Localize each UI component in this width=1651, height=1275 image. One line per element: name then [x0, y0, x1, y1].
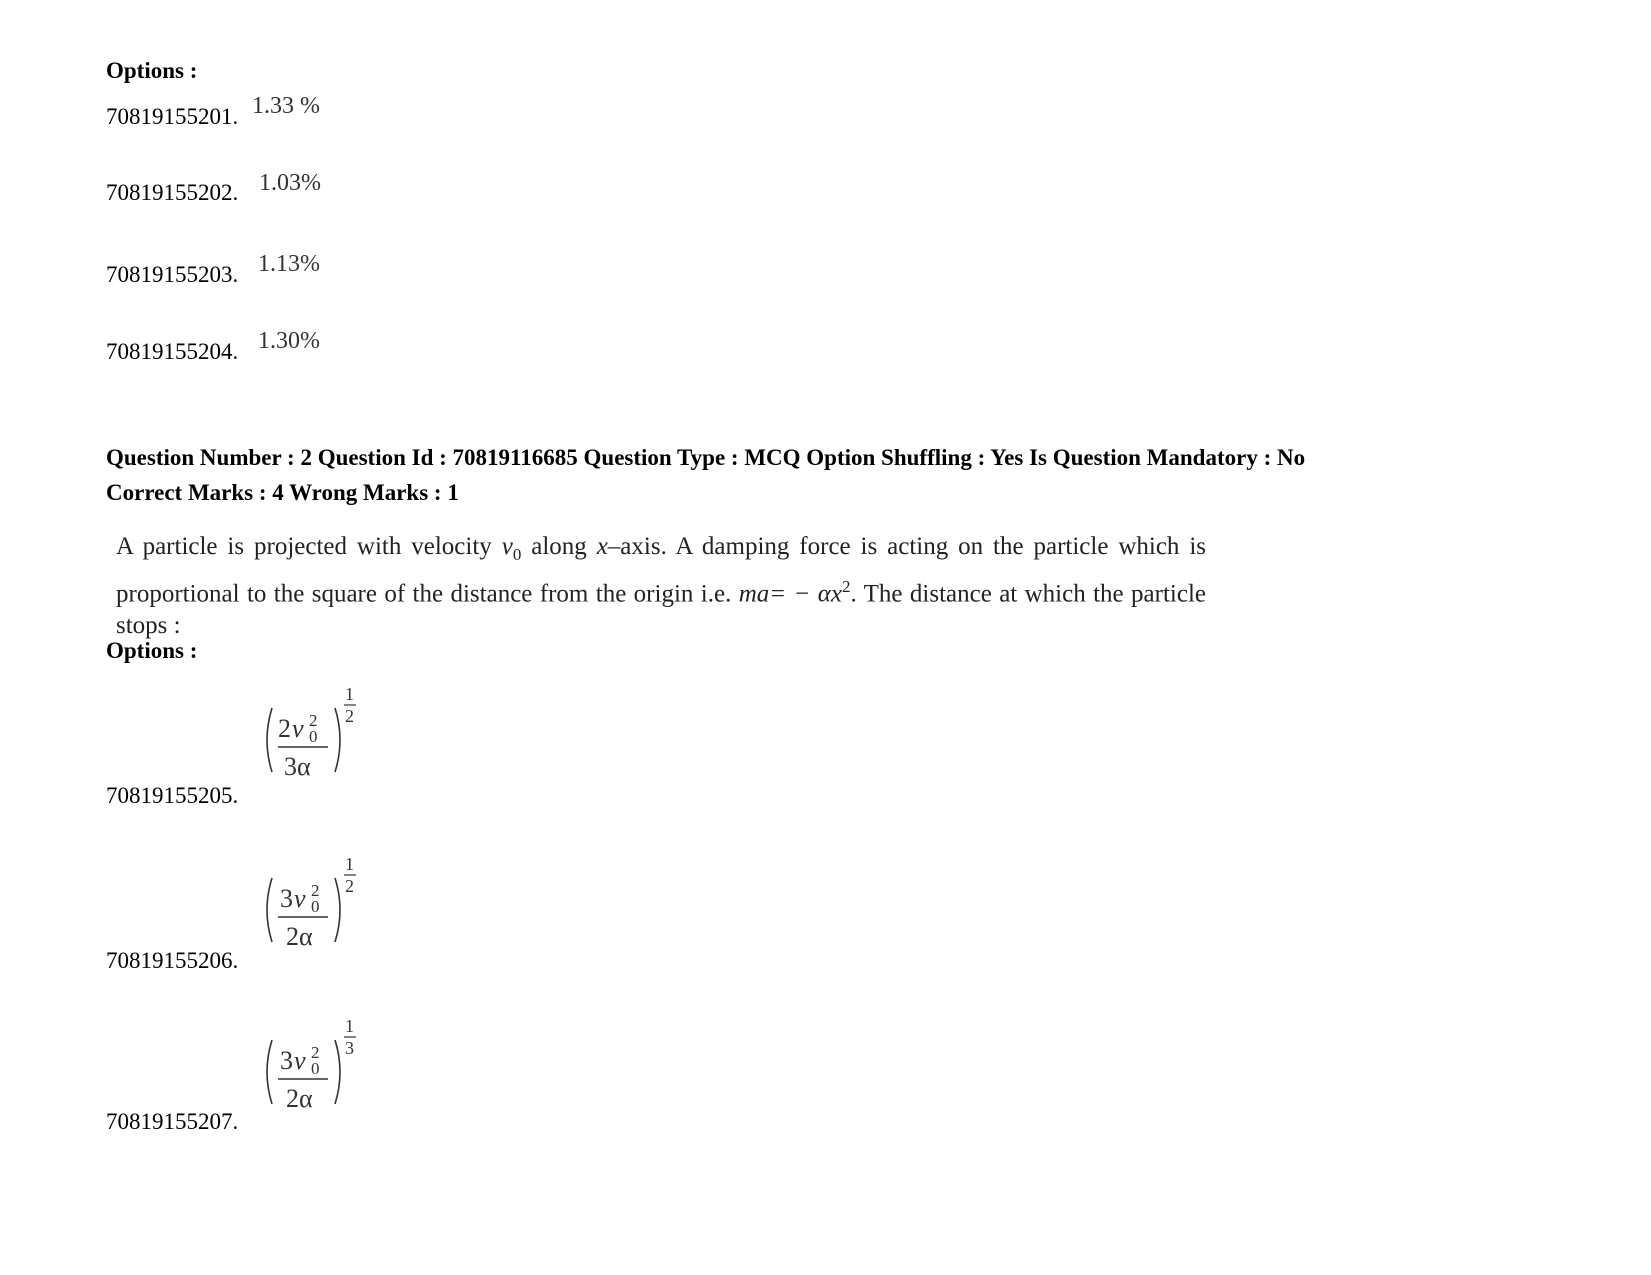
numerator-superscript: 2 [311, 881, 320, 900]
numerator-subscript: 0 [311, 897, 320, 916]
exponent-numerator: 1 [345, 1016, 354, 1036]
numerator-coefficient: 3 [280, 884, 293, 913]
numerator-variable: v [292, 714, 304, 743]
option-value: 1.30% [258, 328, 320, 354]
options-heading: Options : [106, 58, 198, 83]
option-id: 70819155205. [106, 783, 239, 808]
question-meta-line2: Correct Marks : 4 Wrong Marks : 1 [106, 480, 459, 505]
option-value: 1.13% [258, 251, 320, 277]
denominator: 3α [284, 752, 311, 781]
formula-option [258, 680, 373, 795]
exponent-numerator: 1 [345, 684, 354, 704]
option-id: 70819155204. [106, 339, 239, 364]
numerator-coefficient: 3 [280, 1046, 293, 1075]
exponent-denominator: 3 [345, 1038, 354, 1058]
option-id: 70819155201. [106, 104, 239, 129]
question-meta-line1: Question Number : 2 Question Id : 70819116685 Question Type : MCQ Option Shuffling : Yes Is Question Mandatory : No [106, 445, 1306, 470]
option-value: 1.03% [259, 170, 321, 196]
numerator-superscript: 2 [311, 1043, 320, 1062]
question-text: A particle is projected with velocity $v_0$ along x–axis. A damping force is acting on the particle which is proportional to the square of the distance from the origin i.e. $ma= - \alpha x^2$. The distance at which the particle stops : [116, 533, 1207, 640]
numerator-superscript: 2 [309, 711, 318, 730]
exponent-numerator: 1 [345, 854, 354, 874]
numerator-variable: v [294, 1046, 306, 1075]
option-id: 70819155207. [106, 1109, 239, 1134]
option-id: 70819155203. [106, 262, 239, 287]
option-id: 70819155206. [106, 948, 239, 973]
exponent-denominator: 2 [345, 876, 354, 896]
numerator-variable: v [294, 884, 306, 913]
options-heading: Options : [106, 638, 198, 663]
numerator-coefficient: 2 [278, 714, 291, 743]
formula-option [258, 850, 373, 965]
denominator: 2α [286, 1084, 313, 1113]
option-value: 1.33 % [252, 93, 320, 119]
exponent-denominator: 2 [345, 706, 354, 726]
formula-option [258, 1012, 373, 1127]
numerator-subscript: 0 [309, 727, 318, 746]
numerator-subscript: 0 [311, 1059, 320, 1078]
denominator: 2α [286, 922, 313, 951]
question-meta [106, 440, 1305, 510]
option-id: 70819155202. [106, 180, 239, 205]
